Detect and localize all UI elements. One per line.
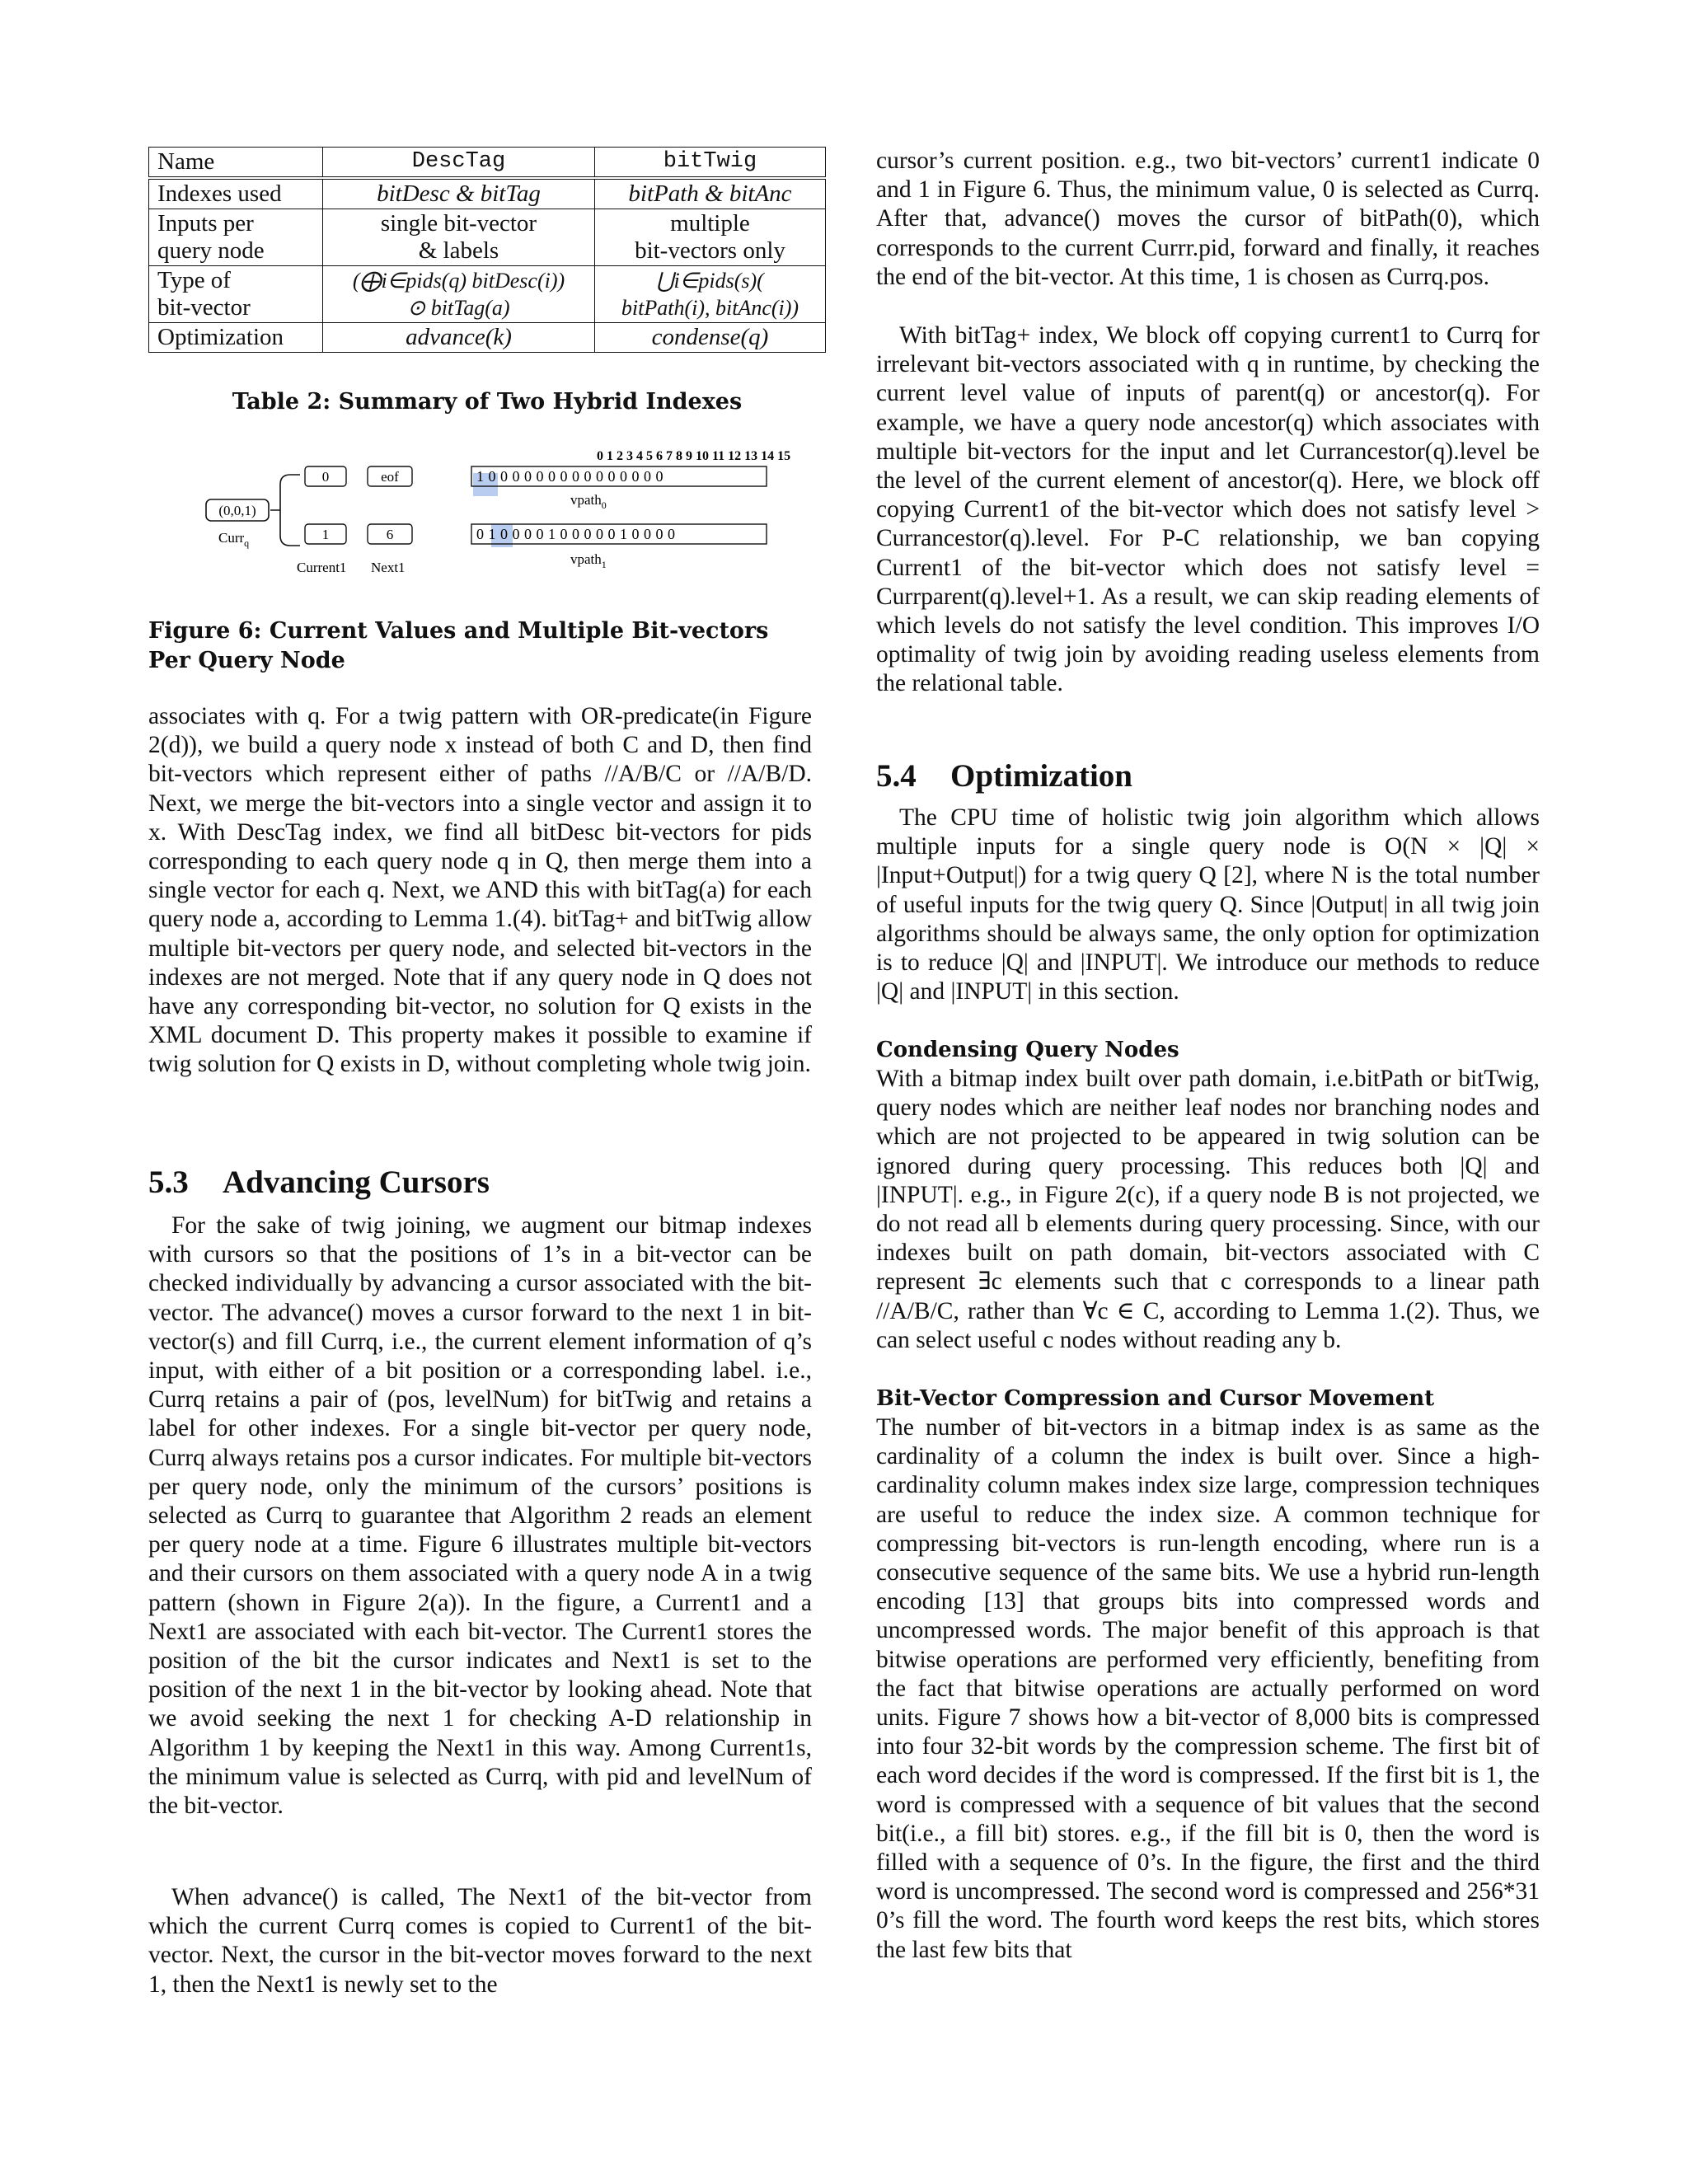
vpath1-sub: 1	[601, 559, 607, 570]
table-header-desctag: DescTag	[323, 148, 595, 179]
table-cell-label: Indexes used	[149, 178, 323, 209]
figure-6-caption	[148, 616, 812, 676]
table-cell-bittwig: condense(q)	[594, 323, 825, 353]
right-paragraph-2: With bitTag+ index, We block off copying current1 to Currq for irrelevant bit-vectors associated with q in runtime, by checking the current level value of inputs of parent(q) or ancestor(q). For example, we have a query node ancestor(q) which associates with multiple bit-vectors for the input and let Currancestor(q).level be the level of the current element of ancestor(q). Here, we block off copying Current1 of the bit-vector which does not satisfy level > Currancestor(q).level. For P-C relationship, we ban copying Current1 of the bit-vector which does not satisfy level = Currparent(q).level+1. As a result, we can skip reading elements of which levels do not satisfy the level condition. This improves I/O optimality of twig join by avoiding reading useless elements from the relational table.	[876, 322, 1540, 697]
table-cell-label: Optimization	[149, 323, 323, 353]
caption-line: Figure 6: Current Values and Multiple Bit-vectors	[148, 618, 769, 644]
table-cell-desctag	[323, 266, 595, 323]
vpath0-label	[570, 492, 607, 511]
cell-line: Type of	[157, 267, 231, 293]
right-paragraph-3: The CPU time of holistic twig join algorithm which allows multiple inputs for a single query node is O(N × |Q| × |Input+Output|) for a twig query Q [2], where N is the total number of useful inputs for the twig query Q. Since |Output| in all twig join algorithms should be always same, the only option for optimization is to reduce |Q| and |INPUT|. We introduce our methods to reduce |Q| and |INPUT| in this section.	[876, 804, 1540, 1005]
cell-line: ⋃i∈pids(s)(	[656, 269, 764, 293]
next1-label: Next1	[371, 560, 406, 575]
left-paragraph-3: When advance() is called, The Next1 of the bit-vector from which the current Currq comes is copied to Current1 of the bit-vector. Next, the cursor in the bit-vector moves forward to the next 1, then the Next1 is newly set to the	[148, 1884, 812, 1998]
cell-line: & labels	[418, 237, 499, 264]
table-cell-bittwig	[594, 266, 825, 323]
table-cell-desctag	[323, 209, 595, 266]
cell-line: multiple	[670, 210, 750, 237]
vpath1-label	[570, 551, 607, 570]
vpath1-text: vpath	[570, 551, 602, 567]
cell-line: bit-vector	[157, 294, 251, 321]
table-cell-bittwig	[594, 209, 825, 266]
cell-line: bitPath(i), bitAnc(i))	[621, 296, 799, 320]
current-value-row1: 1	[321, 527, 330, 542]
table-header-row	[149, 148, 826, 179]
right-paragraph-1: cursor’s current position. e.g., two bit-vectors’ current1 indicate 0 and 1 in Figure 6. Thus, the minimum value, 0 is selected as Currq. After that, advance() moves the cursor of bitPath(0), which corresponds to the current Currr.pid, forward and finally, it reaches the end of the bit-vector. At this time, 1 is chosen as Currq.pos.	[876, 148, 1540, 290]
subheading-compression: Bit-Vector Compression and Cursor Movement	[876, 1386, 1435, 1411]
curr-value: (0,0,1)	[218, 503, 256, 518]
right-paragraph-4: With a bitmap index built over path domain, i.e.bitPath or bitTwig, query nodes which are neither leaf nodes nor branching nodes and which are not projected to be appeared in twig solution can be ignored during query processing. This reduces both |Q| and |INPUT|. e.g., in Figure 2(c), if a query node B is not projected, we do not read all b elements during query processing. Since, with our indexes built on path domain, bit-vectors associated with C represent ∃c elements such that c corresponds to a linear path //A/B/C, rather than ∀c ∈ C, according to Lemma 1.(2). Thus, we can select useful c nodes without reading any b.	[876, 1066, 1540, 1353]
bits-row0: 1 0 0 0 0 0 0 0 0 0 0 0 0 0 0 0	[476, 468, 663, 485]
section-number: 5.4	[876, 758, 917, 794]
section-title: Optimization	[950, 758, 1132, 794]
cell-line: bit-vectors only	[635, 237, 785, 264]
table-2-caption: Table 2: Summary of Two Hybrid Indexes	[232, 389, 743, 415]
table-row	[149, 209, 826, 266]
next-value-row0: eof	[381, 469, 399, 485]
caption-line: Per Query Node	[148, 648, 345, 673]
table-cell-desctag: advance(k)	[323, 323, 595, 353]
table-header-bittwig: bitTwig	[594, 148, 825, 179]
cell-line: ⊙ bitTag(a)	[407, 296, 510, 320]
subheading-condensing: Condensing Query Nodes	[876, 1038, 1179, 1062]
brace-arms	[290, 475, 300, 546]
table-row	[149, 178, 826, 209]
cell-line: Inputs per	[157, 210, 254, 237]
current1-label: Current1	[297, 560, 347, 575]
next-value-row1: 6	[386, 527, 394, 542]
cell-line: (⨁i∈pids(q) bitDesc(i))	[352, 269, 565, 293]
table-cell-label	[149, 209, 323, 266]
table-cell-label	[149, 266, 323, 323]
table-2	[148, 147, 826, 353]
cell-line: single bit-vector	[380, 210, 537, 237]
left-paragraph-1: associates with q. For a twig pattern with OR-predicate(in Figure 2(d)), we build a query node x instead of both C and D, then find bit-vectors which represent either of paths //A/B/C or //A/B/D. Next, we merge the bit-vectors into a single vector and assign it to x. With DescTag index, we find all bitDesc bit-vectors for pids corresponding to each query node q in Q, then merge them into a single vector for each q. Next, we AND this with bitTag(a) for each query node a, according to Lemma 1.(4). bitTag+ and bitTwig allow multiple bit-vectors per query node, and selected bit-vectors in the indexes are not merged. Note that if any query node in Q does not have any corresponding bit-vector, no solution for Q exists in the XML document D. This property makes it possible to examine if twig solution for Q exists in D, without completing whole twig join.	[148, 703, 812, 1078]
figure-6	[198, 445, 890, 593]
cell-line: query node	[157, 237, 265, 264]
right-paragraph-5: The number of bit-vectors in a bitmap index is as same as the cardinality of a column the index is built over. Since a high-cardinality column makes index size large, compression techniques are useful to reduce the index size. A common technique for compressing bit-vectors is run-length encoding, where run is a consecutive sequence of the same bits. We use a hybrid run-length encoding [13] that groups bits into compressed words and uncompressed words. The major benefit of this approach is that bitwise operations are performed very efficiently, benefiting from the fact that bitwise operations are actually performed on word units. Figure 7 shows how a bit-vector of 8,000 bits is compressed into four 32-bit words by the compression scheme. The first bit of each word decides if the word is compressed. If the first bit is 1, the word is compressed with a sequence of bit values that the second bit(i.e., a fill bit) stores. e.g., if the fill bit is 0, then the word is filled with a sequence of 0’s. In the figure, the first and the third word is uncompressed. The second word is compressed and 256*31 0’s fill the word. The fourth word keeps the rest bits, which stores the last few bits that	[876, 1414, 1540, 1963]
curr-label-text: Curr	[218, 530, 245, 546]
vpath0-sub: 0	[601, 499, 607, 511]
section-title: Advancing Cursors	[223, 1165, 490, 1200]
curr-label	[218, 530, 249, 549]
section-5-3-heading	[148, 1165, 812, 1201]
figure-6-diagram	[198, 445, 890, 593]
table-header-name: Name	[149, 148, 323, 179]
table-row	[149, 323, 826, 353]
brace-connector	[270, 475, 290, 546]
table-cell-desctag: bitDesc & bitTag	[323, 178, 595, 209]
bits-row1: 0 1 0 0 0 0 1 0 0 0 0 0 1 0 0 0 0	[476, 526, 676, 542]
section-number: 5.3	[148, 1165, 189, 1200]
curr-label-sub: q	[244, 537, 250, 549]
bit-index-labels: 0 1 2 3 4 5 6 7 8 9 10 11 12 13 14 15	[597, 449, 791, 463]
table-cell-bittwig: bitPath & bitAnc	[594, 178, 825, 209]
vpath0-text: vpath	[570, 492, 602, 508]
table-row	[149, 266, 826, 323]
current-value-row0: 0	[321, 469, 330, 485]
left-paragraph-2: For the sake of twig joining, we augment our bitmap indexes with cursors so that the positions of 1’s in a bit-vector can be checked individually by advancing a cursor associated with the bit-vector. The advance() moves a cursor forward to the next 1 in bit-vector(s) and fill Currq, i.e., the current element information of q’s input, with either of a bit position or a corresponding label. i.e., Currq retains a pair of (pos, levelNum) for bitTwig and retains a label for other indexes. For a single bit-vector per query node, Currq always retains pos a cursor indicates. For multiple bit-vectors per query node, only the minimum of the cursors’ positions is selected as Currq to guarantee that Algorithm 2 reads an element per query node at a time. Figure 6 illustrates multiple bit-vectors and their cursors on them associated with a query node A in a twig pattern (shown in Figure 2(a)). In the figure, a Current1 and a Next1 are associated with each bit-vector. The Current1 stores the position of the bit the cursor indicates and Next1 is set to the position of the next 1 in the bit-vector by looking ahead. Note that we avoid seeking the next 1 for checking A-D relationship in Algorithm 1 by keeping the Next1 in this way. Among Current1s, the minimum value is selected as Currq, with pid and levelNum of the bit-vector.	[148, 1212, 812, 1820]
section-5-4-heading	[876, 758, 1540, 794]
